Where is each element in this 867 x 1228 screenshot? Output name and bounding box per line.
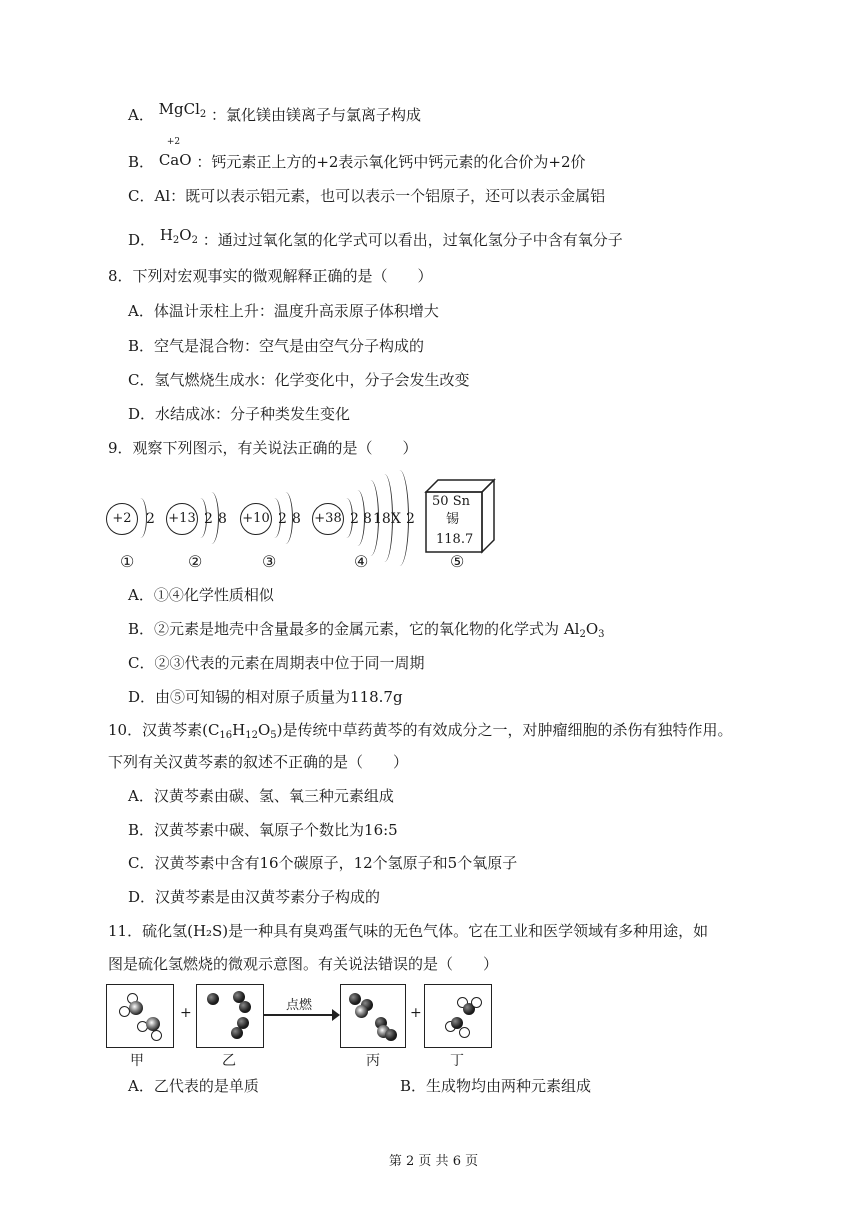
formula-subscript: 2 [172, 235, 180, 246]
option-text: ：钙元素正上方的+2表示氧化钙中钙元素的化合价为+2价 [196, 153, 586, 171]
formula-mgcl2 [159, 100, 207, 118]
formula-text: Al [563, 620, 580, 638]
option-text: Al：既可以表示铝元素，也可以表示一个铝原子，还可以表示金属铝 [154, 187, 606, 205]
molecule-box-ding [424, 984, 492, 1048]
option-letter: A． [128, 106, 154, 124]
atom-diagram-3 [240, 470, 310, 580]
q8-option-c: C．氢气燃烧生成水：化学变化中，分子会发生改变 [128, 371, 470, 389]
atom-h [151, 1030, 162, 1041]
formula-text: O [585, 620, 599, 638]
q9-option-a: A．①④化学性质相似 [128, 586, 274, 604]
atom-h [119, 1006, 130, 1017]
q10-stem-line2: 下列有关汉黄芩素的叙述不正确的是（ ） [108, 753, 409, 771]
q8-stem: 8．下列对宏观事实的微观解释正确的是（ ） [108, 267, 433, 285]
option-text: ：通过过氧化氢的化学式可以看出，过氧化氢分子中含有氧分子 [202, 231, 623, 249]
q9-stem: 9．观察下列图示，有关说法正确的是（ ） [108, 439, 418, 457]
q10-option-c: C．汉黄芩素中含有16个碳原子，12个氢原子和5个氧原子 [128, 854, 518, 872]
element-symbol: Sn [452, 494, 470, 509]
q9-option-d: D．由⑤可知锡的相对原子质量为118.7g [128, 688, 403, 706]
atom-o [349, 993, 361, 1005]
atom-h [459, 1027, 470, 1038]
electron-count: 2 [278, 511, 287, 527]
atom-diagram-1 [106, 470, 166, 580]
atomic-mass: 118.7 [436, 532, 474, 547]
atom-h [471, 997, 482, 1008]
label-yi: 乙 [222, 1053, 236, 1069]
electron-count: 8 [292, 511, 301, 527]
atomic-number: 50 [432, 494, 449, 509]
q8-option-d: D．水结成冰：分子种类发生变化 [128, 405, 351, 423]
q11-option-b: B．生成物均由两种元素组成 [400, 1077, 592, 1095]
electron-count: 18 [373, 511, 391, 527]
formula-text: CaO [158, 151, 192, 169]
q7-option-c [128, 185, 605, 207]
atom-o [239, 1001, 251, 1013]
option-text: ：氯化镁由镁离子与氯离子构成 [211, 106, 422, 124]
element-name: 锡 [446, 512, 460, 527]
q9-option-b [128, 618, 605, 646]
q8-option-a: A．体温计汞柱上升：温度升高汞原子体积增大 [128, 302, 439, 320]
formula-cao [158, 137, 192, 171]
electron-count: X [391, 511, 401, 527]
molecule-box-yi [196, 984, 264, 1048]
q11-stem: 11．硫化氢(H₂S)是一种具有臭鸡蛋气味的无色气体。它在工业和医学领域有多种用途，如 [108, 922, 709, 940]
label-bing: 丙 [366, 1053, 380, 1069]
figure-label: ① [120, 552, 135, 571]
q9-option-c: C．②③代表的元素在周期表中位于同一周期 [128, 654, 425, 672]
atom-s [129, 1001, 143, 1015]
q11-stem-line2: 图是硫化氢燃烧的微观示意图。有关说法错误的是（ ） [108, 955, 499, 973]
nucleus: +13 [166, 503, 198, 535]
formula-text: MgCl [158, 100, 200, 118]
q7-option-a [128, 100, 422, 132]
stem-text: )是传统中草药黄芩的有效成分之一，对肿瘤细胞的杀伤有独特作用。 [276, 721, 733, 739]
reaction-arrow [264, 1014, 336, 1016]
atom-o [207, 993, 219, 1005]
option-text: B．②元素是地壳中含量最多的金属元素，它的氧化物的化学式为 [128, 620, 560, 638]
label-jia: 甲 [130, 1053, 144, 1069]
electron-count: 2 [406, 511, 415, 527]
figure-label: ③ [262, 552, 277, 571]
q10-stem [108, 719, 733, 747]
nucleus: +10 [240, 503, 272, 535]
reaction-condition: 点燃 [286, 998, 313, 1013]
element-number-symbol [432, 494, 470, 510]
atom-s [146, 1017, 160, 1031]
q10-option-b: B．汉黄芩素中碳、氧原子个数比为16:5 [128, 821, 398, 839]
q7-option-b [128, 137, 586, 173]
q8-option-b: B．空气是混合物：空气是由空气分子构成的 [128, 337, 425, 355]
valence-mark: +2 [166, 137, 181, 147]
atom-o [385, 1029, 397, 1041]
molecule-box-bing [340, 984, 406, 1048]
formula-text: H [159, 226, 173, 244]
molecule-box-jia [106, 984, 174, 1048]
electron-count: 8 [218, 511, 227, 527]
option-letter: D． [128, 231, 156, 249]
stem-text: 10．汉黄芩素(C [108, 721, 220, 739]
atom-o [231, 1027, 243, 1039]
q11-option-a: A．乙代表的是单质 [128, 1077, 259, 1095]
plus-sign: + [180, 1005, 192, 1021]
arrow-head-icon [332, 1009, 340, 1021]
formula-subscript: 2 [191, 235, 198, 246]
atom-diagram-4 [312, 470, 422, 580]
q10-option-d: D．汉黄芩素是由汉黄芩素分子构成的 [128, 888, 381, 906]
electron-count: 8 [363, 511, 372, 527]
page-footer: 第 2 页 共 6 页 [388, 1154, 479, 1169]
periodic-element-card [424, 478, 504, 582]
formula-h2o2 [160, 226, 198, 244]
figure-label: ⑤ [450, 552, 465, 571]
nucleus: +2 [106, 503, 138, 535]
formula-text: H [232, 721, 246, 739]
formula-text: O [257, 721, 271, 739]
electron-count: 2 [146, 511, 155, 527]
q10-option-a: A．汉黄芩素由碳、氢、氧三种元素组成 [128, 787, 394, 805]
formula-subscript: 12 [245, 730, 258, 741]
formula-subscript: 16 [219, 730, 233, 741]
formula-subscript: 2 [579, 629, 586, 640]
label-ding: 丁 [450, 1053, 464, 1069]
figure-label: ② [188, 552, 203, 571]
formula-subscript: 2 [199, 109, 207, 120]
figure-label: ④ [354, 552, 369, 571]
formula-subscript: 3 [598, 629, 605, 640]
atom-s [355, 1005, 368, 1018]
atom-diagram-2 [166, 470, 236, 580]
option-letter: C． [128, 187, 155, 205]
q7-option-d [128, 226, 623, 257]
electron-count: 2 [204, 511, 213, 527]
formula-subscript: 5 [270, 730, 277, 741]
nucleus: +38 [312, 503, 344, 535]
electron-count: 2 [350, 511, 359, 527]
formula-text: O [179, 226, 192, 244]
option-letter: B． [128, 153, 155, 171]
plus-sign: + [410, 1005, 422, 1021]
